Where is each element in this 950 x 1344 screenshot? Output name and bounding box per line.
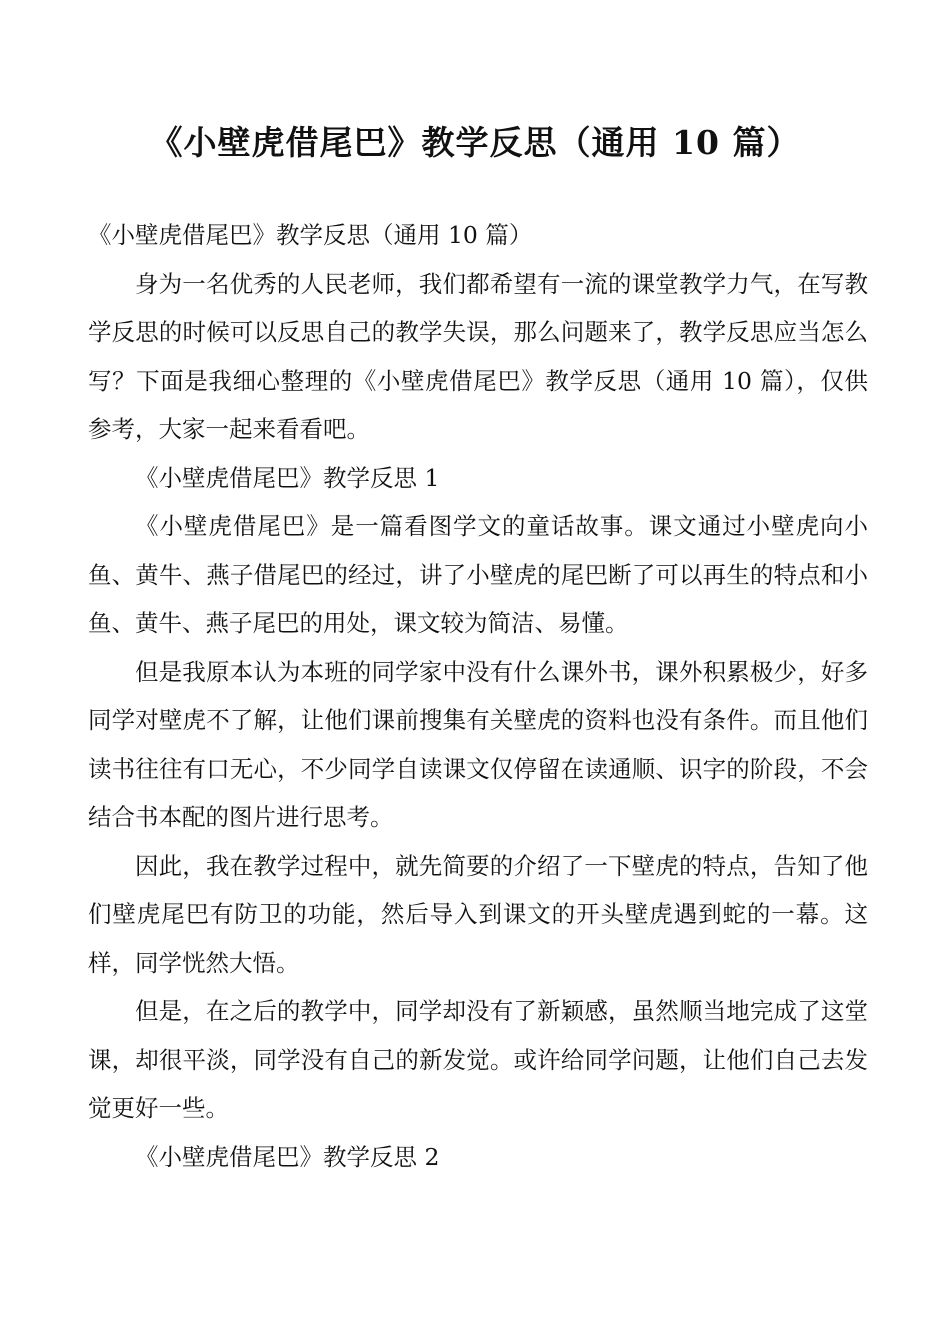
document-body (88, 211, 868, 1181)
document-subtitle: 《小壁虎借尾巴》教学反思（通用 10 篇） (88, 221, 533, 249)
section-heading-2: 《小壁虎借尾巴》教学反思 2 (135, 1142, 440, 1171)
document-title: 《小壁虎借尾巴》教学反思（通用 10 篇） (149, 123, 801, 162)
section-heading-1: 《小壁虎借尾巴》教学反思 1 (135, 463, 440, 492)
section1-paragraph: 但是我原本认为本班的同学家中没有什么课外书，课外积累极少，好多同学对壁虎不了解，让他们课前搜集有关壁虎的资料也没有条件。而且他们读书往往有口无心，不少同学自读课文仅停留在读通顺、识字的阶段，不会结合书本配的图片进行思考。 (88, 657, 868, 831)
section1-paragraph: 但是，在之后的教学中，同学却没有了新颖感，虽然顺当地完成了这堂课，却很平淡，同学没有自己的新发觉。或许给同学问题，让他们自己去发觉更好一些。 (88, 997, 868, 1122)
section1-paragraph: 《小壁虎借尾巴》是一篇看图学文的童话故事。课文通过小壁虎向小鱼、黄牛、燕子借尾巴的经过，讲了小壁虎的尾巴断了可以再生的特点和小鱼、黄牛、燕子尾巴的用处，课文较为简洁、易懂。 (88, 512, 868, 637)
section1-paragraph: 因此，我在教学过程中，就先简要的介绍了一下壁虎的特点，告知了他们壁虎尾巴有防卫的功能，然后导入到课文的开头壁虎遇到蛇的一幕。这样，同学恍然大悟。 (88, 851, 868, 977)
intro-paragraph: 身为一名优秀的人民老师，我们都希望有一流的课堂教学力气，在写教学反思的时候可以反思自己的教学失误，那么问题来了，教学反思应当怎么写？下面是我细心整理的《小壁虎借尾巴》教学反思（通用 10 篇），仅供参考，大家一起来看看吧。 (88, 269, 868, 443)
